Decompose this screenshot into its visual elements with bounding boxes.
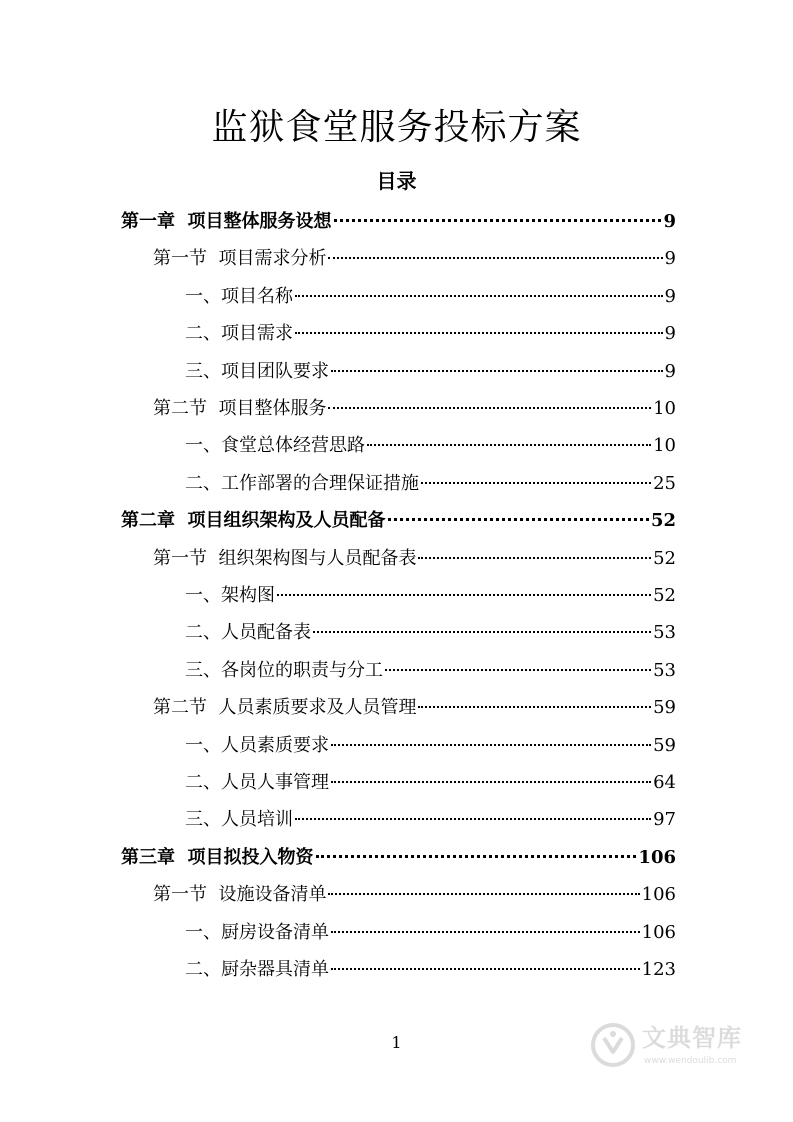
toc-chapter-entry[interactable] [121, 203, 676, 240]
toc-item-entry[interactable] [185, 614, 676, 651]
toc-entry-label: 二、工作部署的合理保证措施 [185, 472, 419, 494]
toc-heading: 目录 [376, 169, 417, 193]
toc-entry-label: 第二节 人员素质要求及人员管理 [153, 697, 417, 719]
toc-dot-leader [295, 332, 663, 334]
toc-item-entry[interactable] [185, 652, 676, 689]
toc-entry-label: 二、人员人事管理 [185, 772, 329, 793]
watermark-url: www.wendoulib.com [644, 1056, 737, 1066]
toc-dot-leader [331, 370, 663, 372]
toc-item-entry[interactable] [185, 427, 676, 464]
toc-page-number: 106 [638, 846, 676, 868]
toc-page-number: 97 [653, 809, 676, 831]
toc-page-number: 9 [663, 211, 676, 232]
toc-section-entry[interactable] [153, 390, 676, 427]
toc-page-number: 52 [653, 547, 676, 569]
toc-dot-leader [418, 557, 651, 559]
toc-item-entry[interactable] [185, 278, 676, 315]
toc-entry-label: 一、项目名称 [185, 285, 293, 307]
toc-page-number: 123 [641, 959, 676, 980]
toc-dot-leader [334, 219, 662, 222]
toc-page-number: 52 [653, 585, 676, 606]
toc-dot-leader [295, 818, 651, 820]
toc-chapter-entry[interactable] [121, 839, 676, 876]
toc-page-number: 9 [664, 360, 676, 382]
toc-entry-label: 一、厨房设备清单 [185, 921, 329, 943]
toc-dot-leader [313, 631, 651, 633]
toc-entry-label: 二、人员配备表 [185, 622, 311, 644]
toc-page-number: 59 [653, 697, 676, 719]
watermark [590, 1018, 760, 1076]
toc-item-entry[interactable] [185, 315, 676, 352]
toc-entry-label: 二、项目需求 [185, 323, 293, 345]
toc-dot-leader [328, 893, 639, 895]
toc-section-entry[interactable] [153, 240, 676, 277]
toc-item-entry[interactable] [185, 764, 676, 801]
toc-section-entry[interactable] [153, 876, 676, 913]
toc-entry-label: 三、项目团队要求 [185, 360, 329, 382]
toc-dot-leader [367, 444, 651, 446]
toc-entry-label: 一、架构图 [185, 585, 275, 606]
toc-page-number: 10 [653, 435, 676, 457]
toc-chapter-entry[interactable] [121, 502, 676, 539]
toc-entry-label: 三、各岗位的职责与分工 [185, 659, 383, 681]
toc-dot-leader [331, 781, 651, 783]
toc-page-number: 9 [664, 248, 676, 270]
toc-page-number: 53 [653, 659, 676, 681]
wendian-logo-icon [590, 1022, 636, 1068]
toc-entry-label: 一、人员素质要求 [185, 734, 329, 756]
toc-page-number: 9 [664, 323, 676, 345]
toc-item-entry[interactable] [185, 951, 676, 988]
toc-item-entry[interactable] [185, 727, 676, 764]
toc-entry-label: 第三章 项目拟投入物资 [121, 846, 314, 868]
page-number: 1 [391, 1033, 402, 1052]
toc-dot-leader [277, 594, 651, 596]
toc-dot-leader [331, 968, 640, 970]
toc-entry-label: 二、厨杂器具清单 [185, 959, 329, 980]
toc-item-entry[interactable] [185, 577, 676, 614]
toc-dot-leader [295, 295, 663, 297]
toc-dot-leader [331, 931, 640, 933]
toc-section-entry[interactable] [153, 540, 676, 577]
toc-entry-label: 第二章 项目组织架构及人员配备 [121, 510, 386, 532]
toc-item-entry[interactable] [185, 801, 676, 838]
toc-entry-label: 第二节 项目整体服务 [153, 398, 327, 419]
document-title: 监狱食堂服务投标方案 [211, 107, 582, 148]
toc-dot-leader [418, 706, 651, 708]
toc-dot-leader [316, 855, 637, 858]
toc-dot-leader [388, 518, 649, 521]
watermark-name: 文典智库 [642, 1024, 742, 1052]
toc-entry-label: 一、食堂总体经营思路 [185, 435, 365, 457]
toc-dot-leader [331, 744, 651, 746]
toc-dot-leader [421, 482, 651, 484]
toc-item-entry[interactable] [185, 914, 676, 951]
toc-entry-label: 三、人员培训 [185, 809, 293, 831]
toc-page-number: 9 [664, 285, 676, 307]
toc-entry-label: 第一节 组织架构图与人员配备表 [153, 547, 417, 569]
toc-page-number: 64 [653, 772, 676, 793]
toc-item-entry[interactable] [185, 353, 676, 390]
toc-entry-label: 第一章 项目整体服务设想 [121, 211, 332, 232]
toc-page-number: 53 [653, 622, 676, 644]
toc-dot-leader [328, 407, 651, 409]
toc-section-entry[interactable] [153, 689, 676, 726]
toc-page-number: 52 [650, 510, 676, 532]
toc-entry-label: 第一节 设施设备清单 [153, 884, 327, 906]
toc-dot-leader [385, 669, 651, 671]
toc-page-number: 59 [653, 734, 676, 756]
toc-item-entry[interactable] [185, 465, 676, 502]
toc-page-number: 10 [653, 398, 676, 419]
toc-dot-leader [328, 257, 662, 259]
toc-entry-label: 第一节 项目需求分析 [153, 248, 327, 270]
toc-page-number: 106 [641, 884, 676, 906]
toc-page-number: 106 [641, 921, 676, 943]
toc-page-number: 25 [653, 472, 676, 494]
